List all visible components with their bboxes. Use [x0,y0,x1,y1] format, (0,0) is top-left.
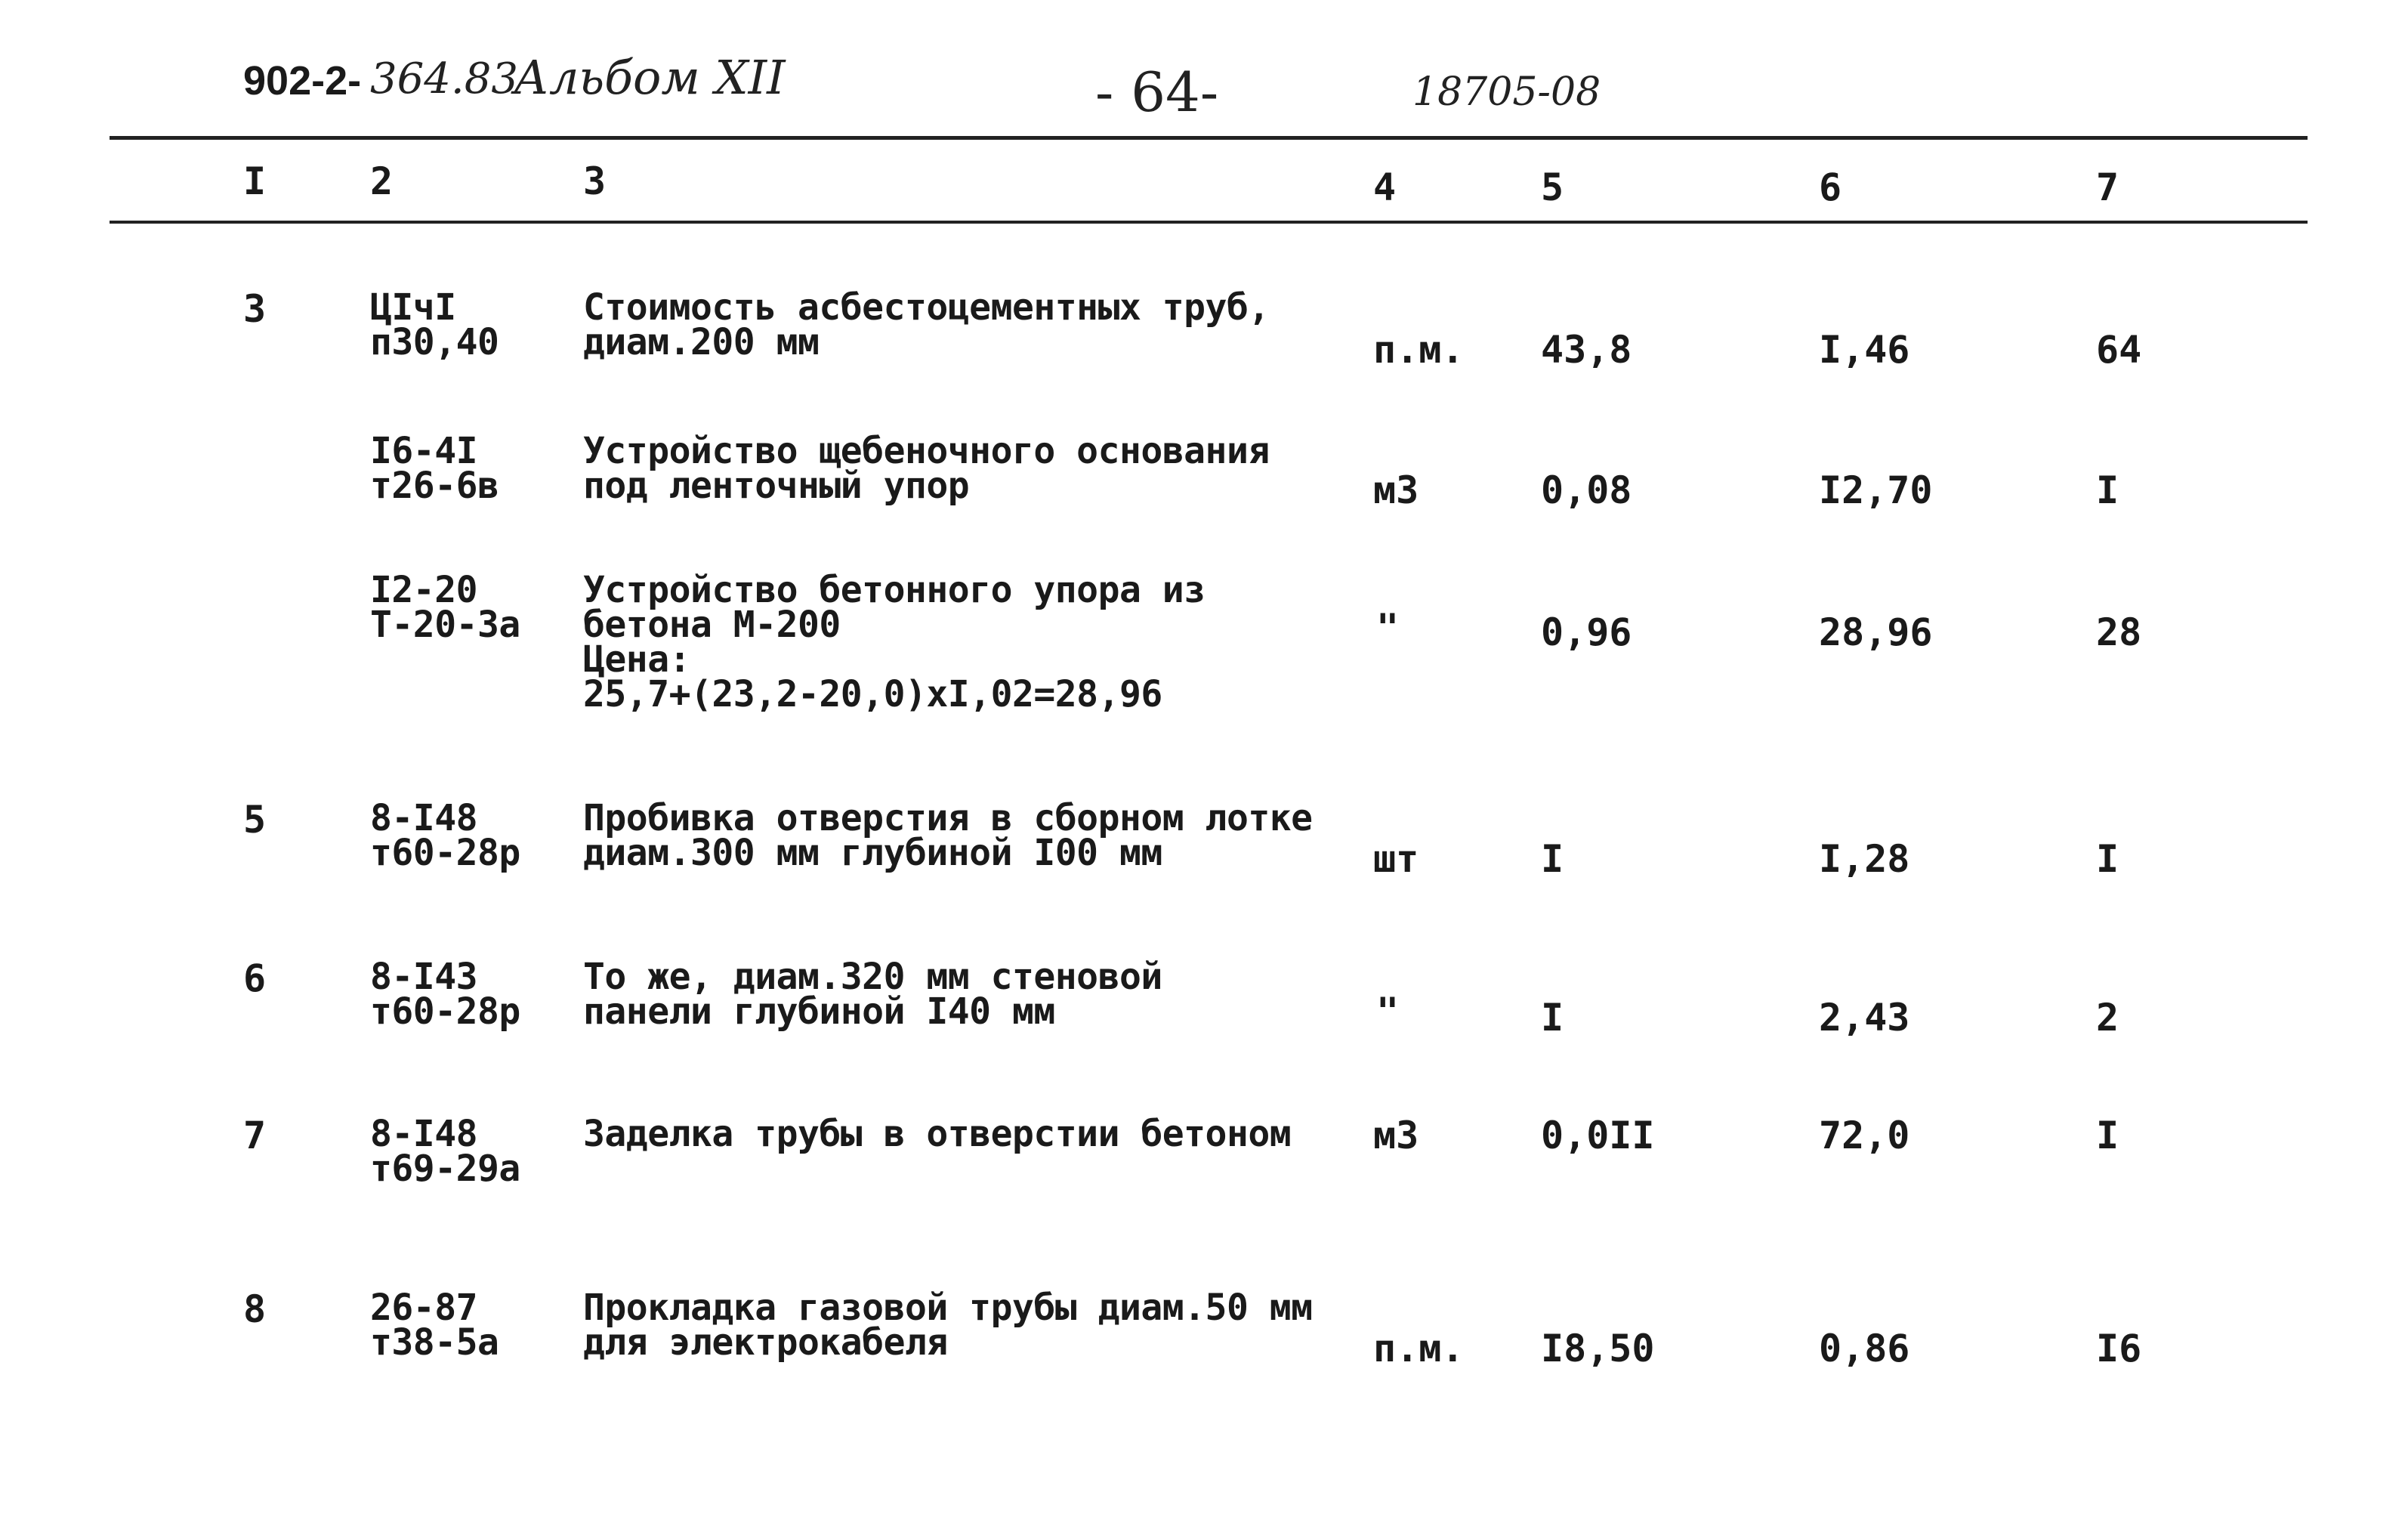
description-line: для электрокабеля [583,1321,948,1364]
description-line: Устройство бетонного упора из [583,569,1206,611]
total: I [2096,1114,2119,1157]
quantity: 0,0II [1541,1114,1655,1157]
norm-code: I2-20 [370,569,477,611]
album-label: Альбом XII [514,50,786,105]
quantity: 0,96 [1541,610,1632,654]
norm-code: 26-87 [370,1287,477,1329]
price-code: п30,40 [370,321,499,363]
norm-code: 8-I48 [370,1113,477,1155]
unit-price: 0,86 [1819,1327,1910,1370]
unit-price: I,46 [1819,328,1910,372]
total: I6 [2096,1327,2142,1370]
unit: " [1376,606,1400,650]
row-number: 7 [243,1114,267,1157]
table-row [0,797,2408,881]
table-row [0,286,2408,372]
quantity: 43,8 [1541,328,1632,372]
doc-code: 902-2- [243,58,362,104]
unit: " [1376,990,1400,1033]
col-header-2: 2 [370,159,394,203]
description-line: Стоимость асбестоцементных труб, [583,286,1270,329]
description-line: Прокладка газовой трубы диам.50 мм [583,1287,1313,1329]
registration-number: 18705-08 [1412,70,1601,115]
description-line: панели глубиной I40 мм [583,990,1055,1033]
total: 2 [2096,996,2119,1040]
page-number: - 64- [1095,60,1219,124]
description-line: То же, диам.320 мм стеновой [583,956,1162,998]
table-row [0,1287,2408,1370]
norm-code: 8-I48 [370,797,477,839]
unit-price: 28,96 [1819,610,1933,654]
row-number: 8 [243,1287,267,1331]
description-line: Пробивка отверстия в сборном лотке [583,797,1313,839]
unit-price: I,28 [1819,837,1910,881]
description-line: диам.300 мм глубиной I00 мм [583,832,1162,874]
unit: п.м. [1373,328,1465,372]
description-line: 25,7+(23,2-20,0)хI,02=28,96 [583,673,1162,715]
price-code: т60-28р [370,832,520,874]
price-code: т38-5а [370,1321,499,1364]
total: 28 [2096,610,2142,654]
unit: шт [1373,837,1419,881]
row-number: 6 [243,956,267,1000]
price-code: т69-29а [370,1148,520,1190]
unit: п.м. [1373,1327,1465,1370]
unit-price: 2,43 [1819,996,1910,1040]
unit-price: I2,70 [1819,468,1933,512]
norm-code: I6-4I [370,430,477,472]
description-line: диам.200 мм [583,321,820,363]
col-header-4: 4 [1373,165,1397,209]
col-header-6: 6 [1819,165,1842,209]
top-rule [110,136,2308,140]
norm-code: ЦIчI [370,286,456,329]
quantity: I [1541,837,1564,881]
quantity: I [1541,996,1564,1040]
description-line: Цена: [583,638,690,681]
col-header-3: 3 [583,159,607,203]
table-row [0,956,2408,1040]
total: I [2096,468,2119,512]
price-code: т60-28р [370,990,520,1033]
col-header-7: 7 [2096,165,2119,209]
total: I [2096,837,2119,881]
total: 64 [2096,328,2142,372]
description-line: бетона М-200 [583,604,841,646]
col-header-5: 5 [1541,165,1564,209]
description-line: Устройство щебеночного основания [583,430,1270,472]
unit: м3 [1373,468,1419,512]
doc-code-handwritten: 364.83 [370,54,518,104]
quantity: I8,50 [1541,1327,1655,1370]
description-line: под ленточный упор [583,465,970,507]
quantity: 0,08 [1541,468,1632,512]
header-rule [110,221,2308,224]
norm-code: 8-I43 [370,956,477,998]
price-code: Т-20-3а [370,604,520,646]
description-line: Заделка трубы в отверстии бетоном [583,1113,1292,1155]
row-number: 3 [243,287,267,331]
col-header-1: I [243,159,267,203]
unit-price: 72,0 [1819,1114,1910,1157]
row-number: 5 [243,798,267,842]
price-code: т26-6в [370,465,499,507]
unit: м3 [1373,1114,1419,1157]
